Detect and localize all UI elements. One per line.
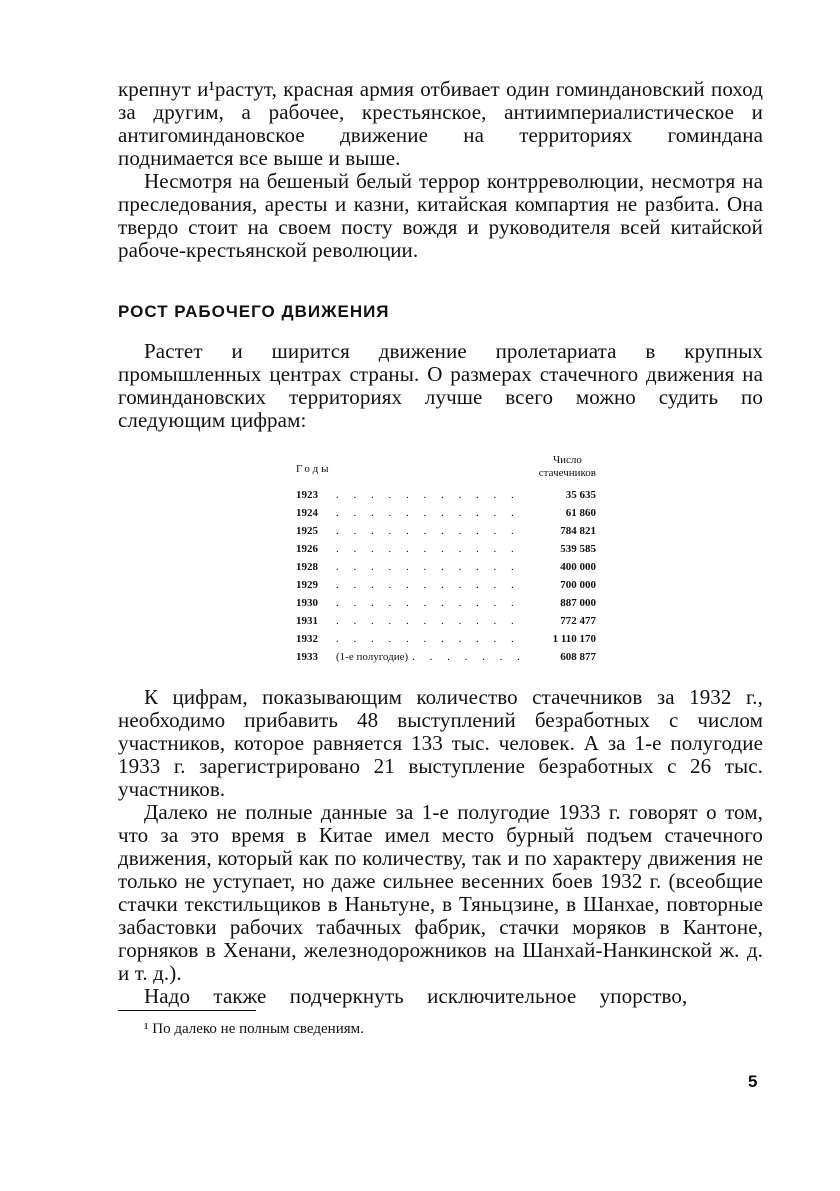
row-year: 1923 bbox=[296, 489, 318, 501]
row-year: 1926 bbox=[296, 543, 318, 555]
header-strikers bbox=[539, 454, 596, 480]
row-year: 1928 bbox=[296, 561, 318, 573]
row-value: 608 877 bbox=[560, 651, 596, 663]
table-row bbox=[296, 558, 596, 576]
paragraph-4: Далеко не полные данные за 1-е полугодие 1933 г. говорят о том, что за это время в Китае имел место бурный подъем стачечного движения, который как по количеству, так и по характеру движения не только не уступает, но даже сильнее весенних боев 1932 г. (всеобщие стачки текстильщиков в Наньтуне, в Тяньцзине, в Шанхае, повторные забастовки рабочих табачных фабрик, стачки моряков в Кантоне, горняков в Хенани, железнодорожников на Шанхай-Нанкинской ж. д. и т. д.). bbox=[118, 800, 763, 985]
table-row bbox=[296, 486, 596, 504]
table-row bbox=[296, 648, 596, 666]
row-year: 1930 bbox=[296, 597, 318, 609]
table-header bbox=[296, 454, 596, 480]
row-value: 539 585 bbox=[560, 543, 596, 555]
row-year: 1929 bbox=[296, 579, 318, 591]
table-row bbox=[296, 540, 596, 558]
table-row bbox=[296, 522, 596, 540]
paragraph-intro: Растет и ширится движение пролетариата в крупных промышленных центрах страны. О размерах стачечного движения на гоминдановских территориях лучше всего можно судить по следующим цифрам: bbox=[118, 339, 763, 432]
row-leader-dots bbox=[336, 486, 524, 504]
row-value: 887 000 bbox=[560, 597, 596, 609]
row-year: 1931 bbox=[296, 615, 318, 627]
row-leader-dots bbox=[336, 504, 524, 522]
table-row bbox=[296, 630, 596, 648]
row-value: 700 000 bbox=[560, 579, 596, 591]
row-value: 61 860 bbox=[565, 507, 596, 519]
row-year: 1932 bbox=[296, 633, 318, 645]
row-value: 1 110 170 bbox=[552, 633, 596, 645]
header-strikers-line1: Число bbox=[552, 454, 582, 466]
header-years: Годы bbox=[296, 463, 332, 475]
row-leader-dots bbox=[336, 540, 524, 558]
row-leader-dots bbox=[336, 576, 524, 594]
paragraph-5: Надо также подчеркнуть исключительное упорство, bbox=[144, 984, 688, 1008]
table-body bbox=[296, 486, 596, 666]
paragraph-1: крепнут и¹растут, красная армия отбивает один гоминдановский поход за другим, а рабочее, крестьянское, антиимпериалистическое и антигоминдановское движение на территориях гоминдана поднимается все выше и выше. bbox=[118, 77, 763, 170]
section-heading: РОСТ РАБОЧЕГО ДВИЖЕНИЯ bbox=[118, 302, 390, 321]
strikers-table bbox=[296, 454, 596, 666]
row-leader-dots bbox=[336, 630, 524, 648]
header-strikers-line2: стачечников bbox=[538, 467, 596, 479]
row-leader-dots bbox=[336, 612, 524, 630]
paragraph-3: К цифрам, показывающим количество стачечников за 1932 г., необходимо прибавить 48 выступлений безработных с числом участников, которое равняется 133 тыс. человек. А за 1-е полугодие 1933 г. зарегистрировано 21 выступление безработных с 26 тыс. участников. bbox=[118, 685, 763, 801]
row-note: (1-е полугодие) bbox=[336, 651, 409, 663]
row-value: 784 821 bbox=[560, 525, 596, 537]
row-value: 772 477 bbox=[560, 615, 596, 627]
row-value: 400 000 bbox=[560, 561, 596, 573]
row-leader-dots bbox=[336, 558, 524, 576]
footnote: ¹ По далеко не полным сведениям. bbox=[144, 1021, 364, 1037]
page-number: 5 bbox=[748, 1072, 758, 1091]
row-value: 35 635 bbox=[565, 489, 596, 501]
row-leader-dots bbox=[336, 522, 524, 540]
row-year: 1924 bbox=[296, 507, 318, 519]
row-year: 1925 bbox=[296, 525, 318, 537]
row-leader-dots bbox=[336, 594, 524, 612]
paragraph-2: Несмотря на бешеный белый террор контрреволюции, несмотря на преследования, аресты и казни, китайская компартия не разбита. Она твердо стоит на своем посту вождя и руководителя всей китайской рабоче-крестьянской революции. bbox=[118, 169, 763, 262]
footnote-rule bbox=[118, 1010, 256, 1011]
table-row bbox=[296, 576, 596, 594]
page-body bbox=[118, 78, 763, 1038]
table-row bbox=[296, 594, 596, 612]
row-year: 1933 bbox=[296, 651, 318, 663]
table-row bbox=[296, 504, 596, 522]
table-row bbox=[296, 612, 596, 630]
row-leader-dots bbox=[412, 648, 524, 666]
